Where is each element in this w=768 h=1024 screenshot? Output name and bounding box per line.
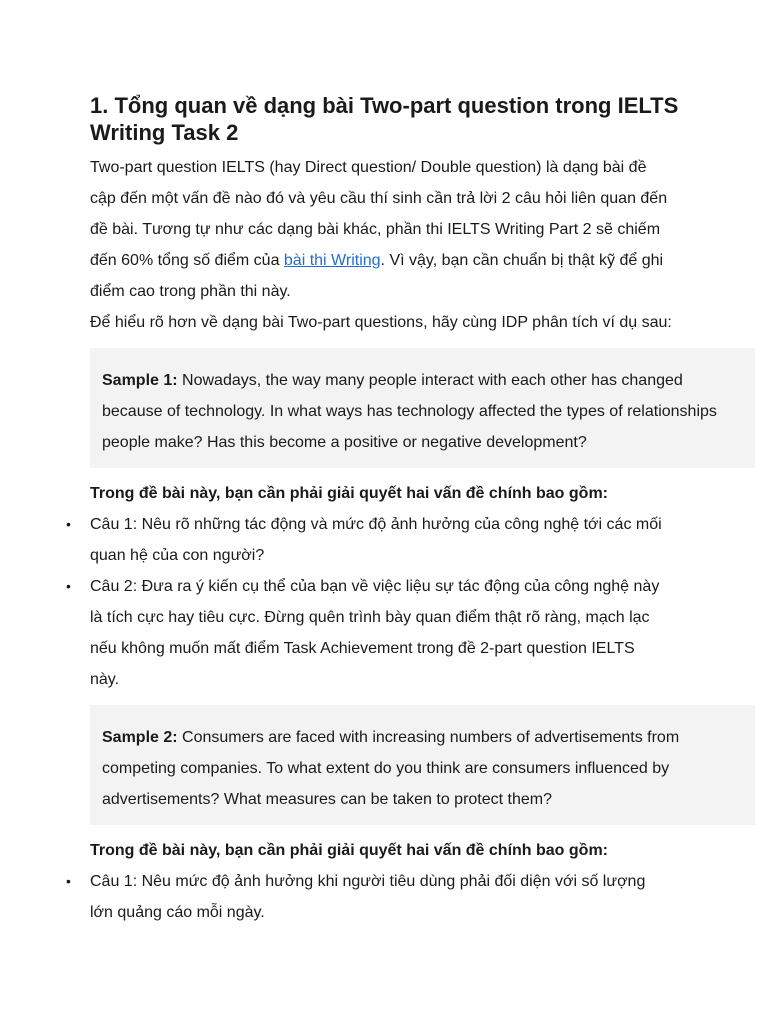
sample-1-task-heading: Trong đề bài này, bạn cần phải giải quyết hai vấn đề chính bao gồm: (90, 485, 608, 502)
intro-paragraph (90, 152, 670, 307)
lead-paragraph: Để hiểu rõ hơn về dạng bài Two-part questions, hãy cùng IDP phân tích ví dụ sau: (90, 314, 672, 331)
article-body (66, 92, 755, 928)
sample-2-label: Sample 2: (102, 729, 178, 746)
sample-2-bullet-list (66, 866, 755, 928)
sample-1-box (90, 348, 755, 468)
writing-test-link[interactable]: bài thi Writing (283, 252, 381, 269)
sample-1-text: Nowadays, the way many people interact with each other has changed because of technology. In what ways has technology affected the types of relationships people make? Has this become a positive or negative development? (102, 372, 717, 451)
sample-2-task-heading: Trong đề bài này, bạn cần phải giải quyết hai vấn đề chính bao gồm: (90, 842, 608, 859)
intro-text-before-link: Two-part question IELTS (hay Direct question/ Double question) là dạng bài đề cập đến một vấn đề nào đó và yêu cầu thí sinh cần trả lời 2 câu hỏi liên quan đến đề bài. Tương tự như các dạng bài khác, phần thi IELTS Writing Part 2 sẽ chiếm đến 60% tổng số điểm của (90, 159, 668, 269)
section-heading: 1. Tổng quan về dạng bài Two-part question trong IELTS Writing Task 2 (90, 93, 679, 145)
bullet-icon: • (66, 516, 71, 532)
list-item-text: Câu 1: Nêu mức độ ảnh hưởng khi người tiêu dùng phải đối diện với số lượng lớn quảng cáo mỗi ngày. (90, 873, 646, 921)
sample-1-label: Sample 1: (102, 372, 178, 389)
intro-text-after-link: . Vì vậy, bạn cần chuẩn bị thật kỹ để ghi điểm cao trong phần thi này. (90, 252, 664, 300)
list-item-text: Câu 1: Nêu rõ những tác động và mức độ ảnh hưởng của công nghệ tới các mối quan hệ của con người? (90, 516, 662, 564)
bullet-icon: • (66, 873, 71, 889)
list-item (66, 866, 665, 928)
bullet-icon: • (66, 578, 71, 594)
list-item (66, 571, 665, 695)
sample-1-bullet-list (66, 509, 755, 695)
list-item-text: Câu 2: Đưa ra ý kiến cụ thể của bạn về việc liệu sự tác động của công nghệ này là tích cực hay tiêu cực. Đừng quên trình bày quan điểm thật rõ ràng, mạch lạc nếu không muốn mất điểm Task Achievement trong đề 2-part question IELTS này. (90, 578, 660, 688)
sample-2-text: Consumers are faced with increasing numbers of advertisements from competing companies. To what extent do you think are consumers influenced by advertisements? What measures can be taken to protect them? (102, 729, 680, 808)
sample-2-box (90, 705, 755, 825)
list-item (66, 509, 665, 571)
